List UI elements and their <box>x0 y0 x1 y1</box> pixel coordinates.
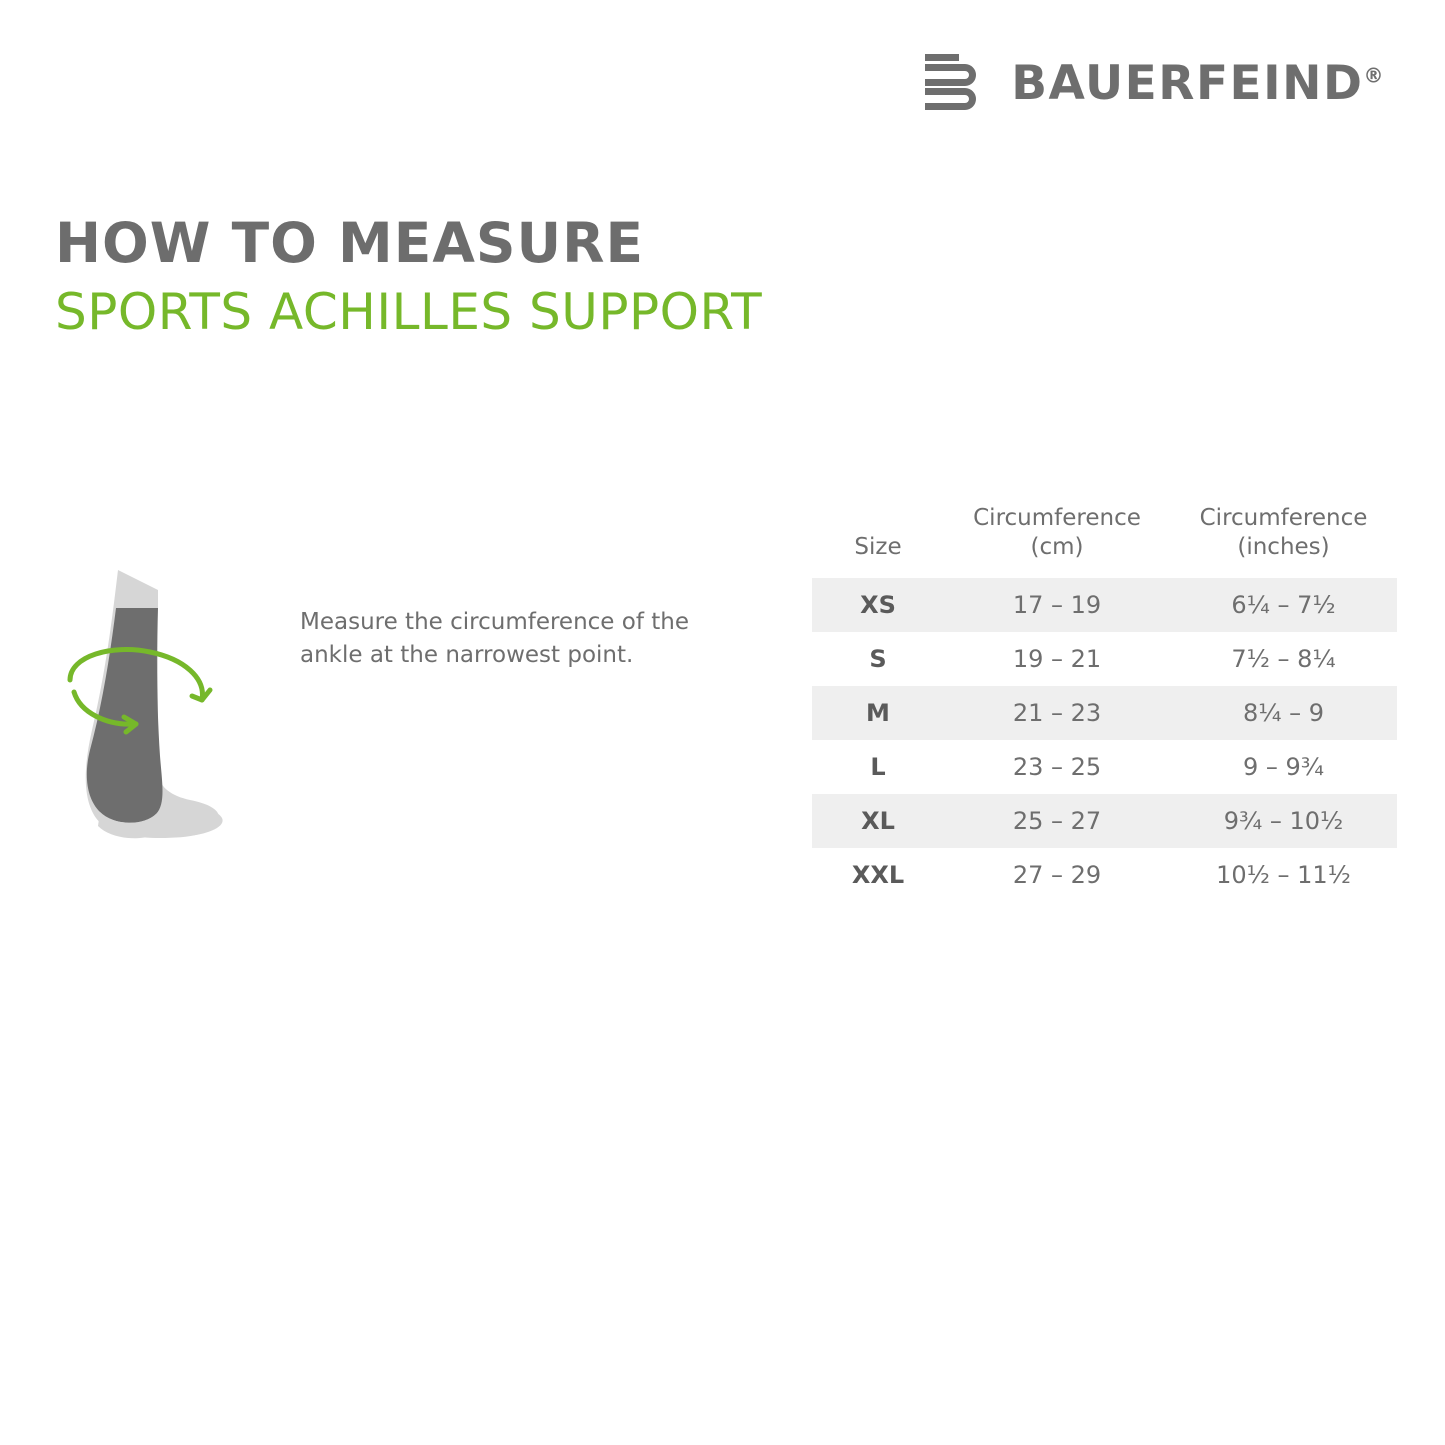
column-header-cm-line1: Circumference <box>973 505 1141 531</box>
column-header-in-line2: (inches) <box>1237 533 1330 560</box>
table-header-row <box>812 500 1397 578</box>
table-header <box>812 500 1397 578</box>
column-header-size: Size <box>854 533 902 560</box>
cell-size: S <box>869 644 887 673</box>
table-row <box>812 686 1397 740</box>
cell-size: XL <box>812 794 944 848</box>
page-title-subtitle: SPORTS ACHILLES SUPPORT <box>55 282 763 341</box>
cell-size: XXL <box>851 860 905 889</box>
cell-size: L <box>870 752 886 781</box>
cell-cm: 21 – 23 <box>944 686 1170 740</box>
cell-cm: 19 – 21 <box>1012 644 1102 673</box>
instruction-text: Measure the circumference of the ankle at the narrowest point. <box>300 609 689 669</box>
brand-wordmark <box>1011 55 1385 111</box>
table-row <box>812 632 1397 686</box>
column-header-circumference-cm <box>944 500 1170 578</box>
table-row <box>812 848 1397 902</box>
cell-cm: 23 – 25 <box>1012 752 1102 781</box>
brand-logo <box>919 46 1385 120</box>
table-row <box>812 740 1397 794</box>
registered-mark: ® <box>1363 62 1385 87</box>
bauerfeind-logo-icon <box>919 46 993 120</box>
cell-inches: 10½ – 11½ <box>1216 860 1351 889</box>
table-row <box>812 578 1397 632</box>
cell-inches: 9 – 9¾ <box>1242 752 1325 781</box>
page-title-main: HOW TO MEASURE <box>55 211 645 275</box>
cell-inches: 8¼ – 9 <box>1170 686 1397 740</box>
table-row <box>812 794 1397 848</box>
cell-cm: 27 – 29 <box>1012 860 1102 889</box>
page-title <box>55 211 763 341</box>
size-chart-table <box>812 500 1397 902</box>
brand-name: BAUERFEIND <box>1011 55 1364 111</box>
cell-cm: 25 – 27 <box>944 794 1170 848</box>
cell-inches: 9¾ – 10½ <box>1170 794 1397 848</box>
cell-inches: 7½ – 8¼ <box>1231 644 1336 673</box>
column-header-cm-line2: (cm) <box>1030 533 1084 560</box>
cell-inches: 6¼ – 7½ <box>1170 578 1397 632</box>
cell-size: XS <box>812 578 944 632</box>
cell-size: M <box>812 686 944 740</box>
column-header-circumference-inches <box>1170 500 1397 578</box>
column-header-in-line1: Circumference <box>1199 505 1368 531</box>
ankle-measure-icon <box>40 560 290 880</box>
table-body <box>812 578 1397 902</box>
cell-cm: 17 – 19 <box>944 578 1170 632</box>
